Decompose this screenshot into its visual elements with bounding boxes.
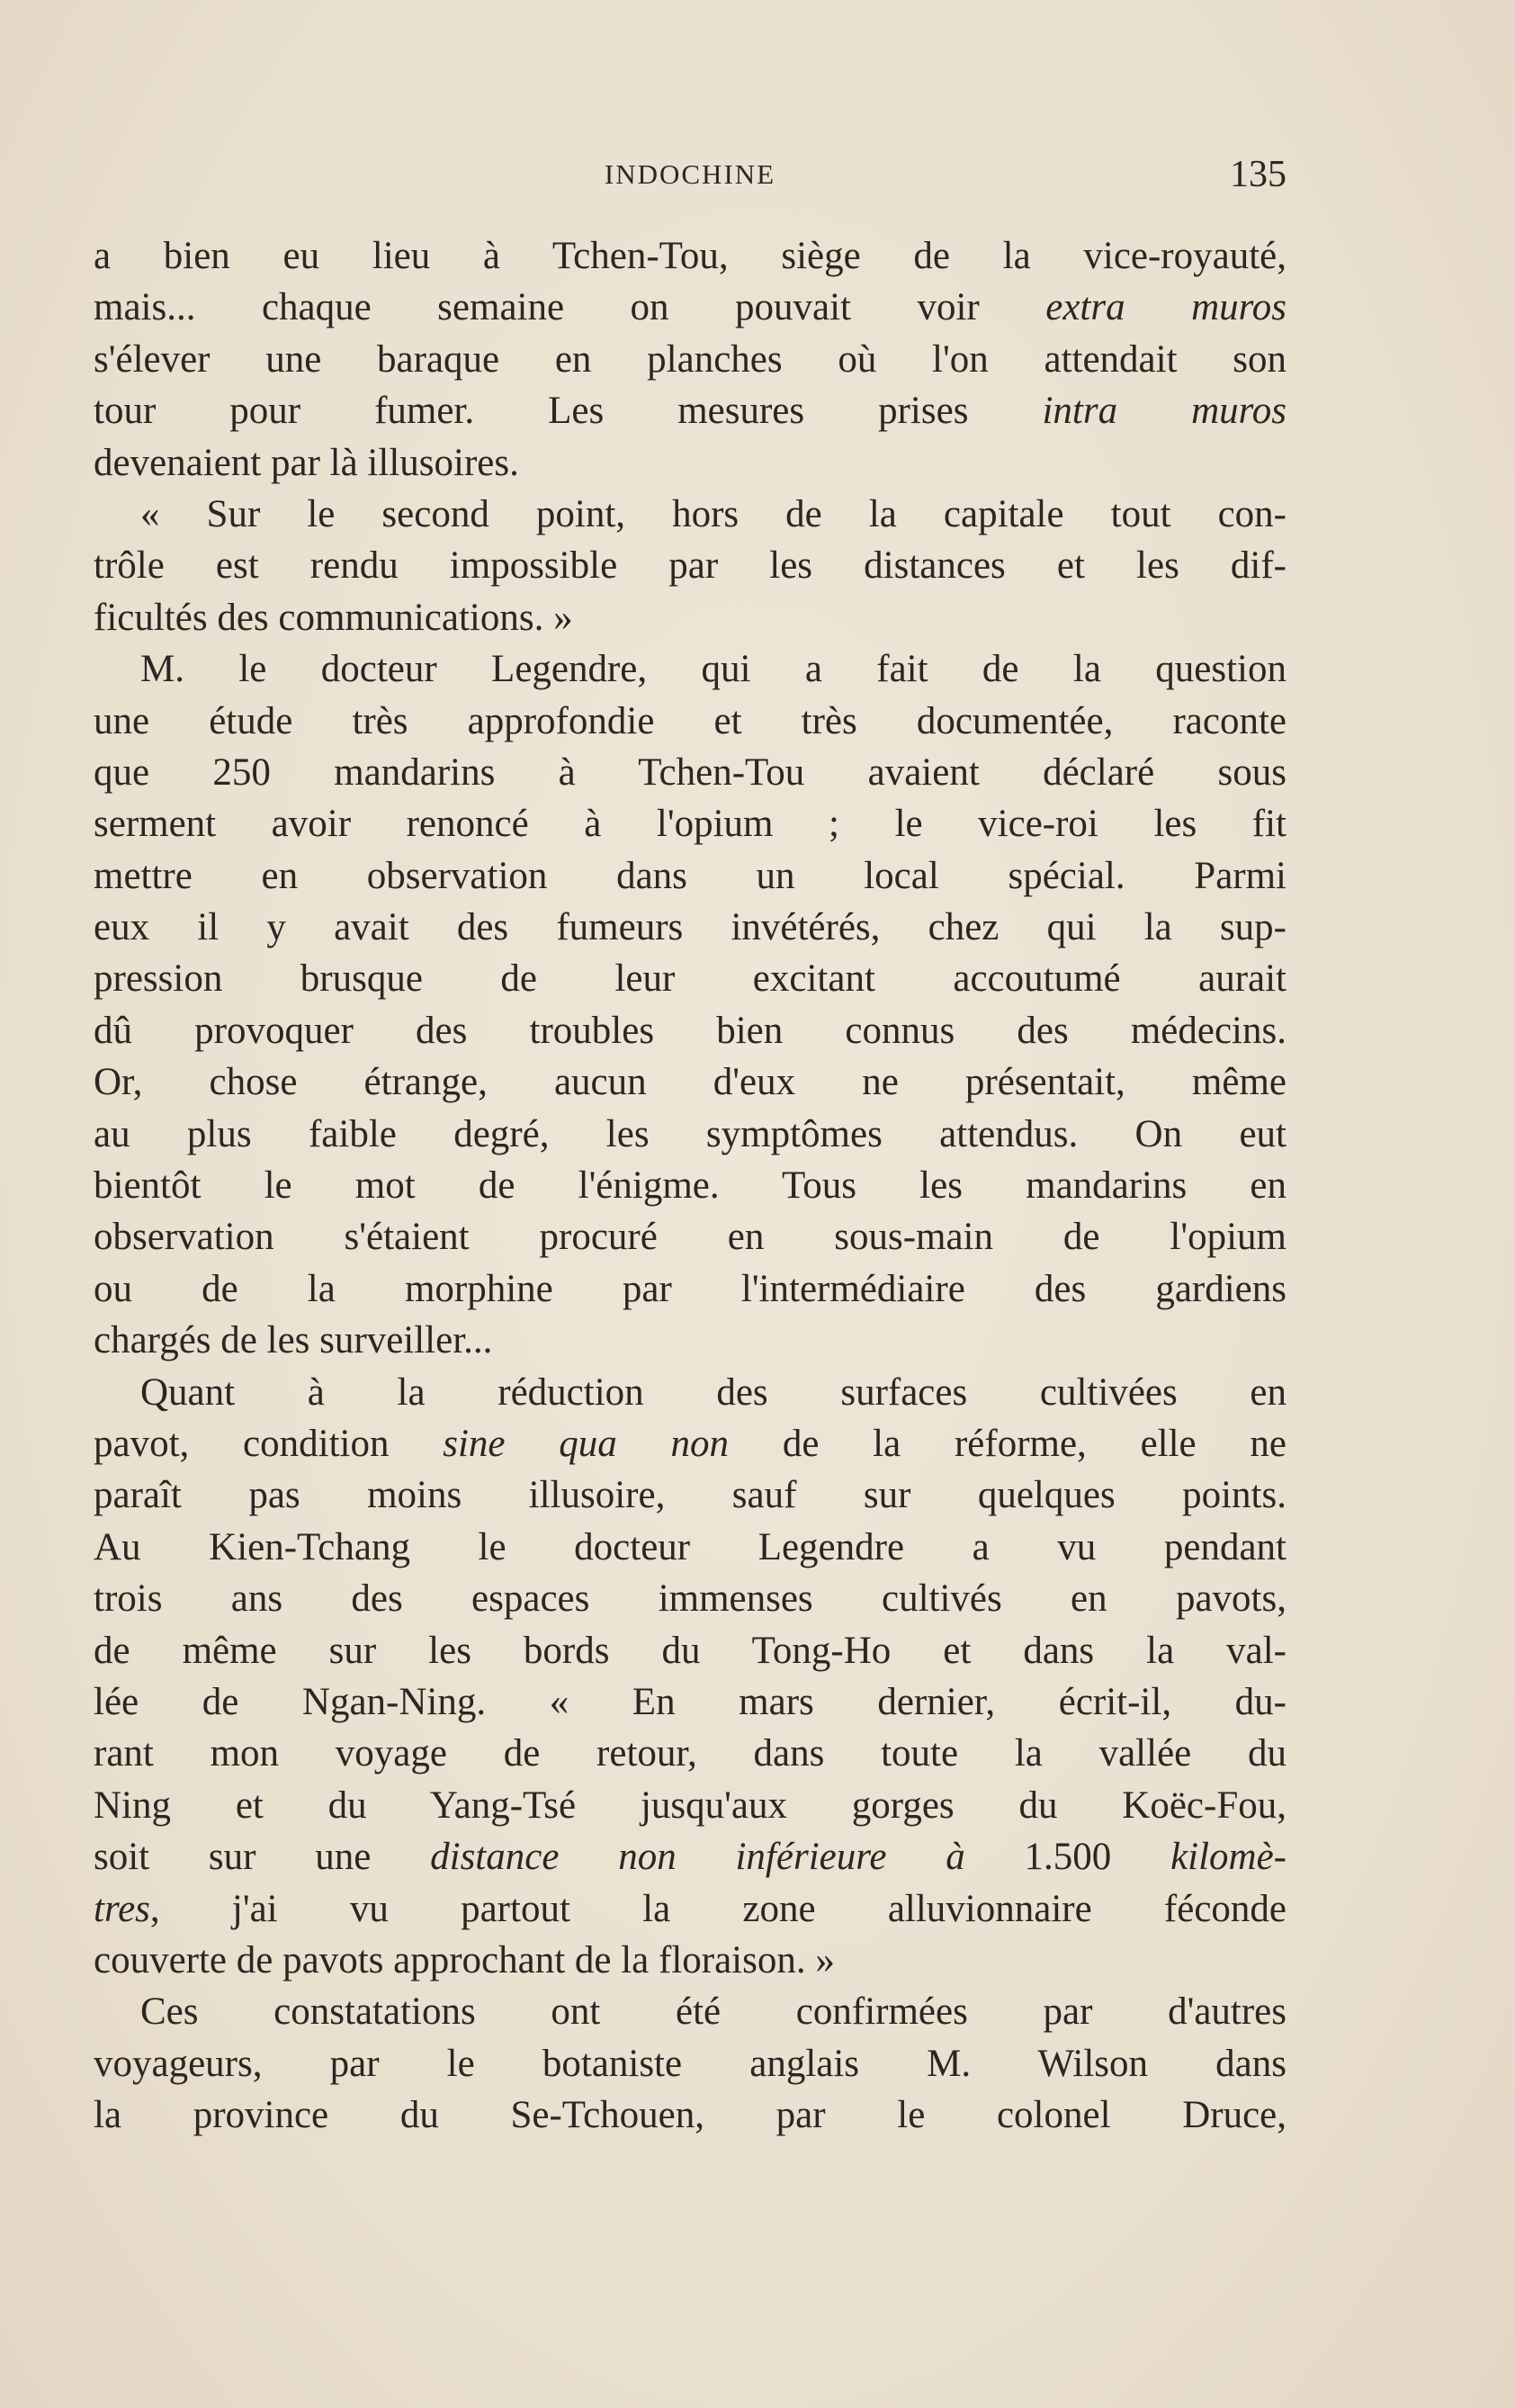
text-segment: mettre en observation dans un local spécial. Parmi — [94, 854, 1286, 897]
text-segment: eux il y avait des fumeurs invétérés, chez qui la sup- — [94, 906, 1286, 949]
text-line — [94, 1522, 1286, 1573]
text-segment: de la réforme, elle ne — [729, 1422, 1286, 1465]
text-line — [94, 230, 1286, 282]
text-segment: Ces constatations ont été confirmées par d'autres — [140, 1990, 1286, 2034]
text-line — [94, 592, 1286, 643]
text-line — [94, 1418, 1286, 1469]
italic-text: sine qua non — [443, 1422, 730, 1465]
text-segment: que 250 mandarins à Tchen-Tou avaient déclaré sous — [94, 750, 1286, 794]
text-line — [94, 798, 1286, 849]
text-segment: voyageurs, par le botaniste anglais M. Wilson dans — [94, 2042, 1286, 2085]
text-line — [94, 747, 1286, 798]
running-title: INDOCHINE — [604, 158, 776, 190]
text-segment: , j'ai vu partout la zone alluvionnaire féconde — [149, 1887, 1286, 1930]
text-segment: couverte de pavots approchant de la floraison. » — [94, 1938, 835, 1981]
italic-text: extra muros — [1045, 286, 1286, 329]
italic-text: intra muros — [1042, 390, 1286, 433]
text-line — [94, 1160, 1286, 1211]
text-segment: serment avoir renoncé à l'opium ; le vice-roi les fit — [94, 803, 1286, 846]
text-segment: « Sur le second point, hors de la capitale tout con- — [140, 492, 1286, 535]
text-segment: ou de la morphine par l'intermédiaire des gardiens — [94, 1267, 1286, 1310]
text-line — [94, 1263, 1286, 1315]
text-segment: Quant à la réduction des surfaces cultivées en — [140, 1370, 1286, 1414]
text-line — [94, 282, 1286, 333]
italic-text: tres — [94, 1887, 150, 1930]
text-segment: la province du Se-Tchouen, par le colonel Druce, — [94, 2094, 1286, 2137]
body-text — [94, 230, 1286, 2141]
text-segment: Ning et du Yang-Tsé jusqu'aux gorges du Koëc-Fou, — [94, 1784, 1286, 1827]
text-line — [94, 1935, 1286, 1986]
text-line — [94, 1625, 1286, 1676]
text-segment: chargés de les surveiller... — [94, 1319, 493, 1362]
text-line — [94, 2089, 1286, 2141]
text-segment: dû provoquer des troubles bien connus des médecins. — [94, 1009, 1286, 1052]
text-segment: pavot, condition — [94, 1422, 444, 1465]
text-line — [94, 540, 1286, 591]
text-line — [94, 2038, 1286, 2089]
text-line — [94, 1676, 1286, 1728]
text-segment: lée de Ngan-Ning. « En mars dernier, écrit-il, du- — [94, 1680, 1286, 1723]
text-segment: ficultés des communications. » — [94, 596, 573, 639]
text-line — [94, 1986, 1286, 2037]
text-line — [94, 1728, 1286, 1779]
text-line — [94, 1109, 1286, 1160]
running-header — [94, 151, 1286, 198]
text-segment: trôle est rendu impossible par les distances et les dif- — [94, 544, 1286, 588]
text-line — [94, 1780, 1286, 1831]
text-segment: pression brusque de leur excitant accoutumé aurait — [94, 957, 1286, 1001]
page-number: 135 — [1230, 154, 1286, 195]
text-line — [94, 1005, 1286, 1056]
text-segment: rant mon voyage de retour, dans toute la vallée du — [94, 1732, 1286, 1775]
text-segment: trois ans des espaces immenses cultivés en pavots, — [94, 1577, 1286, 1621]
text-segment: observation s'étaient procuré en sous-main de l'opium — [94, 1216, 1286, 1259]
text-line — [94, 696, 1286, 747]
text-line — [94, 1831, 1286, 1882]
text-segment: soit sur une — [94, 1836, 431, 1879]
text-line — [94, 1367, 1286, 1418]
text-segment: bientôt le mot de l'énigme. Tous les mandarins en — [94, 1164, 1286, 1208]
text-line — [94, 953, 1286, 1004]
text-segment: Or, chose étrange, aucun d'eux ne présentait, même — [94, 1061, 1286, 1104]
text-segment: de même sur les bords du Tong-Ho et dans la val- — [94, 1629, 1286, 1672]
text-line — [94, 1573, 1286, 1624]
text-segment: a bien eu lieu à Tchen-Tou, siège de la vice-royauté, — [94, 235, 1286, 277]
text-segment: tour pour fumer. Les mesures prises — [94, 390, 1043, 433]
text-segment: M. le docteur Legendre, qui a fait de la question — [140, 648, 1286, 691]
text-segment: devenaient par là illusoires. — [94, 441, 519, 484]
text-segment: s'élever une baraque en planches où l'on attendait son — [94, 337, 1286, 381]
text-line — [94, 1211, 1286, 1262]
text-segment: Au Kien-Tchang le docteur Legendre a vu pendant — [94, 1525, 1286, 1568]
text-segment: 1.500 — [964, 1836, 1171, 1879]
italic-text: distance non inférieure à — [430, 1836, 965, 1879]
text-segment: une étude très approfondie et très documentée, raconte — [94, 699, 1286, 742]
text-line — [94, 1469, 1286, 1521]
text-line — [94, 1883, 1286, 1935]
text-line — [94, 1056, 1286, 1108]
text-line — [94, 643, 1286, 695]
text-line — [94, 334, 1286, 385]
text-line — [94, 1315, 1286, 1366]
text-line — [94, 902, 1286, 953]
text-line — [94, 489, 1286, 540]
text-line — [94, 385, 1286, 436]
text-line — [94, 850, 1286, 902]
text-segment: au plus faible degré, les symptômes attendus. On eut — [94, 1112, 1286, 1155]
text-segment: mais... chaque semaine on pouvait voir — [94, 286, 1046, 329]
text-line — [94, 437, 1286, 489]
text-segment: paraît pas moins illusoire, sauf sur quelques points. — [94, 1474, 1286, 1517]
italic-text: kilomè- — [1170, 1836, 1286, 1879]
